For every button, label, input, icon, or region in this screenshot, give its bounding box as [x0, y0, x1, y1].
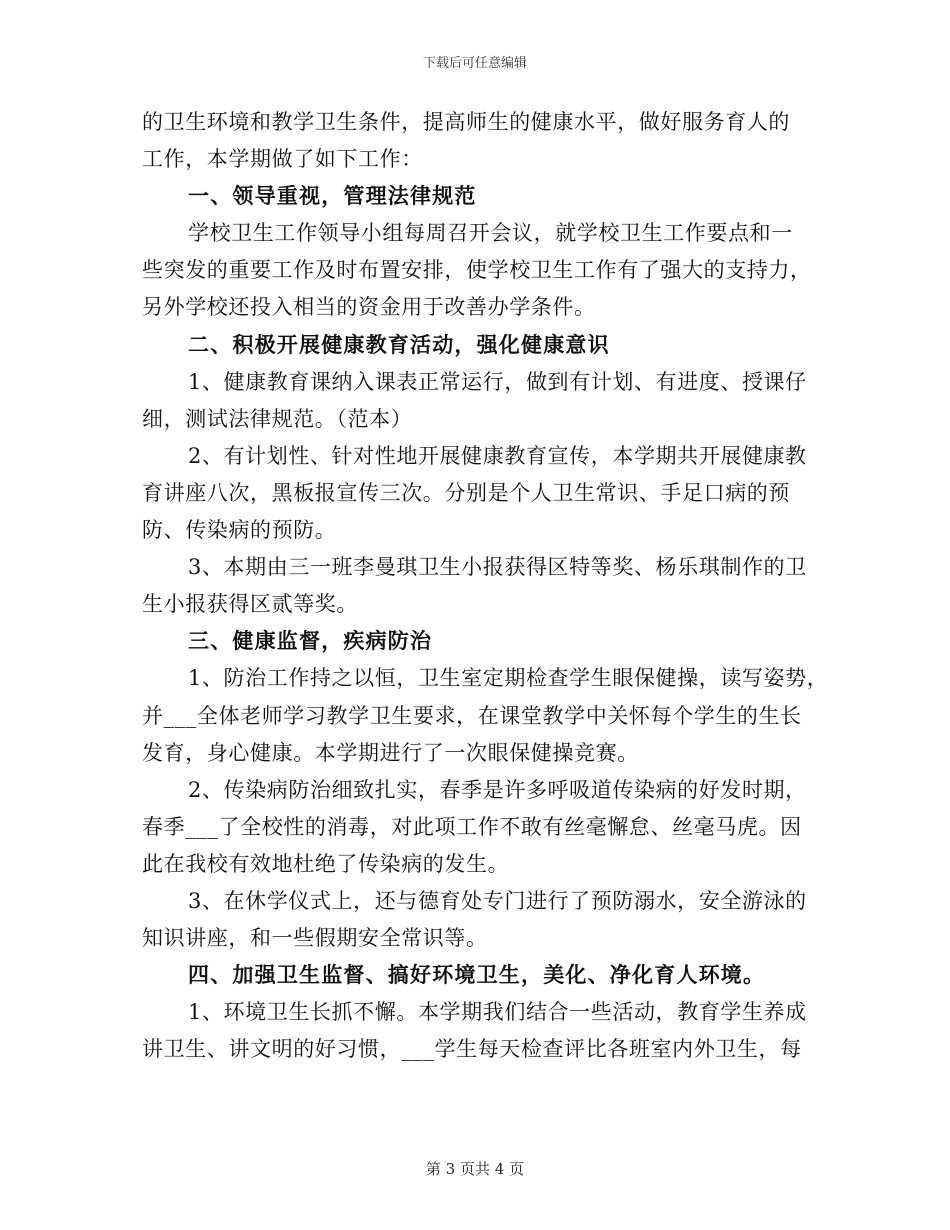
paragraph-line: 细，测试法律规范。（范本）	[142, 406, 413, 431]
section-heading-2: 二、积极开展健康教育活动，强化健康意识	[188, 332, 610, 357]
paragraph-line: 的卫生环境和教学卫生条件，提高师生的健康水平，做好服务育人的	[142, 110, 790, 134]
paragraph-line: 3、在休学仪式上，还与德育处专门进行了预防溺水，安全游泳的	[188, 888, 807, 913]
paragraph-line: 2、传染病防治细致扎实，春季是许多呼吸道传染病的好发时期，	[188, 777, 807, 802]
section-heading-1: 一、领导重视，管理法律规范	[188, 184, 477, 209]
paragraph-line: 2、有计划性、针对性地开展健康教育宣传，本学期共开展健康教	[188, 443, 807, 468]
paragraph-line: 学校卫生工作领导小组每周召开会议，就学校卫生工作要点和一	[188, 221, 793, 246]
paragraph-line: 些突发的重要工作及时布置安排，使学校卫生工作有了强大的支持力，	[142, 258, 812, 283]
section-heading-4: 四、加强卫生监督、搞好环境卫生，美化、净化育人环境。	[188, 963, 766, 988]
page-number: 第 3 页共 4 页	[425, 1160, 525, 1178]
paragraph-line: 春季___了全校性的消毒，对此项工作不敢有丝毫懈怠、丝毫马虎。因	[142, 814, 802, 839]
paragraph-line: 知识讲座，和一些假期安全常识等。	[142, 926, 488, 951]
paragraph-line: 生小报获得区贰等奖。	[142, 592, 358, 617]
page-header: 下载后可任意编辑	[422, 56, 527, 71]
paragraph-line: 发育，身心健康。本学期进行了一次眼保健操竞赛。	[142, 740, 639, 765]
paragraph-line: 3、本期由三一班李曼琪卫生小报获得区特等奖、杨乐琪制作的卫	[188, 555, 807, 580]
paragraph-line: 1、防治工作持之以恒，卫生室定期检查学生眼保健操，读写姿势，	[188, 666, 829, 691]
paragraph-line: 工作，本学期做了如下工作：	[142, 147, 423, 172]
paragraph-line: 讲卫生、讲文明的好习惯，___学生每天检查评比各班室内外卫生，每	[142, 1037, 802, 1062]
paragraph-line: 1、健康教育课纳入课表正常运行，做到有计划、有进度、授课仔	[188, 369, 807, 394]
document-body	[142, 104, 829, 1068]
paragraph-line: 此在我校有效地杜绝了传染病的发生。	[142, 851, 510, 876]
paragraph-line: 防、传染病的预防。	[142, 518, 337, 543]
paragraph-line: 育讲座八次，黑板报宣传三次。分别是个人卫生常识、手足口病的预	[142, 480, 790, 505]
section-heading-3: 三、健康监督，疾病防治	[188, 629, 433, 654]
paragraph-line: 并___全体老师学习教学卫生要求，在课堂教学中关怀每个学生的生长	[142, 703, 802, 728]
paragraph-line: 1、环境卫生长抓不懈。本学期我们结合一些活动，教育学生养成	[188, 1000, 807, 1025]
paragraph-line: 另外学校还投入相当的资金用于改善办学条件。	[142, 295, 596, 320]
